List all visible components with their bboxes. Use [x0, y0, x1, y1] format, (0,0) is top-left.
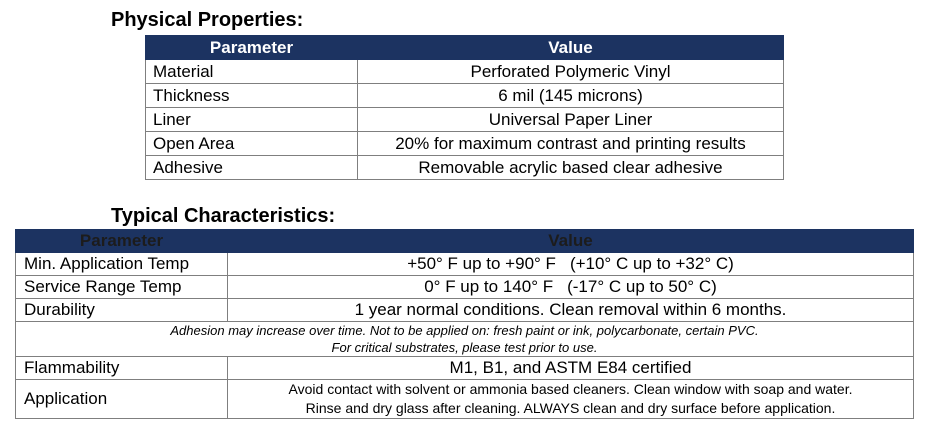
- param-service-range-temp: Service Range Temp: [16, 276, 228, 299]
- value-adhesive: Removable acrylic based clear adhesive: [358, 156, 784, 180]
- value-durability: 1 year normal conditions. Clean removal within 6 months.: [228, 299, 914, 322]
- header-parameter: Parameter: [146, 36, 358, 60]
- value-service-range-temp: [228, 276, 914, 299]
- param-application: Application: [16, 380, 228, 419]
- table-row: [16, 276, 914, 299]
- note-line-1: Adhesion may increase over time. Not to be applied on: fresh paint or ink, polycarbonate, certain PVC.: [170, 323, 759, 338]
- param-open-area: Open Area: [146, 132, 358, 156]
- table-row: [146, 84, 784, 108]
- table-row: [16, 380, 914, 419]
- value-flammability: M1, B1, and ASTM E84 certified: [228, 357, 914, 380]
- param-material: Material: [146, 60, 358, 84]
- table-row: [146, 132, 784, 156]
- table-header-row: [146, 36, 784, 60]
- table-row: [146, 60, 784, 84]
- param-liner: Liner: [146, 108, 358, 132]
- typical-characteristics-title: Typical Characteristics:: [111, 205, 336, 227]
- application-line-1: Avoid contact with solvent or ammonia based cleaners. Clean window with soap and water.: [288, 381, 853, 397]
- physical-properties-title: Physical Properties:: [111, 9, 304, 31]
- table-row: [16, 357, 914, 380]
- value-celsius: (+10° C up to +32° C): [569, 254, 734, 273]
- header-value: Value: [358, 36, 784, 60]
- table-row: [16, 299, 914, 322]
- param-thickness: Thickness: [146, 84, 358, 108]
- table-row: [146, 156, 784, 180]
- value-material: Perforated Polymeric Vinyl: [358, 60, 784, 84]
- value-liner: Universal Paper Liner: [358, 108, 784, 132]
- physical-properties-table: [145, 35, 784, 180]
- param-adhesive: Adhesive: [146, 156, 358, 180]
- value-open-area: 20% for maximum contrast and printing results: [358, 132, 784, 156]
- table-row: [16, 253, 914, 276]
- header-parameter: Parameter: [16, 230, 228, 253]
- value-fahrenheit: 0° F up to 140° F: [424, 277, 554, 296]
- note-line-2: For critical substrates, please test prior to use.: [331, 340, 598, 355]
- header-value: Value: [228, 230, 914, 253]
- table-row-note: [16, 322, 914, 357]
- table-row: [146, 108, 784, 132]
- param-durability: Durability: [16, 299, 228, 322]
- value-application: [228, 380, 914, 419]
- table-header-row: [16, 230, 914, 253]
- param-flammability: Flammability: [16, 357, 228, 380]
- value-min-application-temp: [228, 253, 914, 276]
- value-fahrenheit: +50° F up to +90° F: [407, 254, 556, 273]
- value-thickness: 6 mil (145 microns): [358, 84, 784, 108]
- typical-characteristics-table: [15, 229, 914, 419]
- application-line-2: Rinse and dry glass after cleaning. ALWAYS clean and dry surface before application.: [305, 400, 836, 416]
- param-min-application-temp: Min. Application Temp: [16, 253, 228, 276]
- adhesion-note: [16, 322, 914, 357]
- value-celsius: (-17° C up to 50° C): [567, 277, 717, 296]
